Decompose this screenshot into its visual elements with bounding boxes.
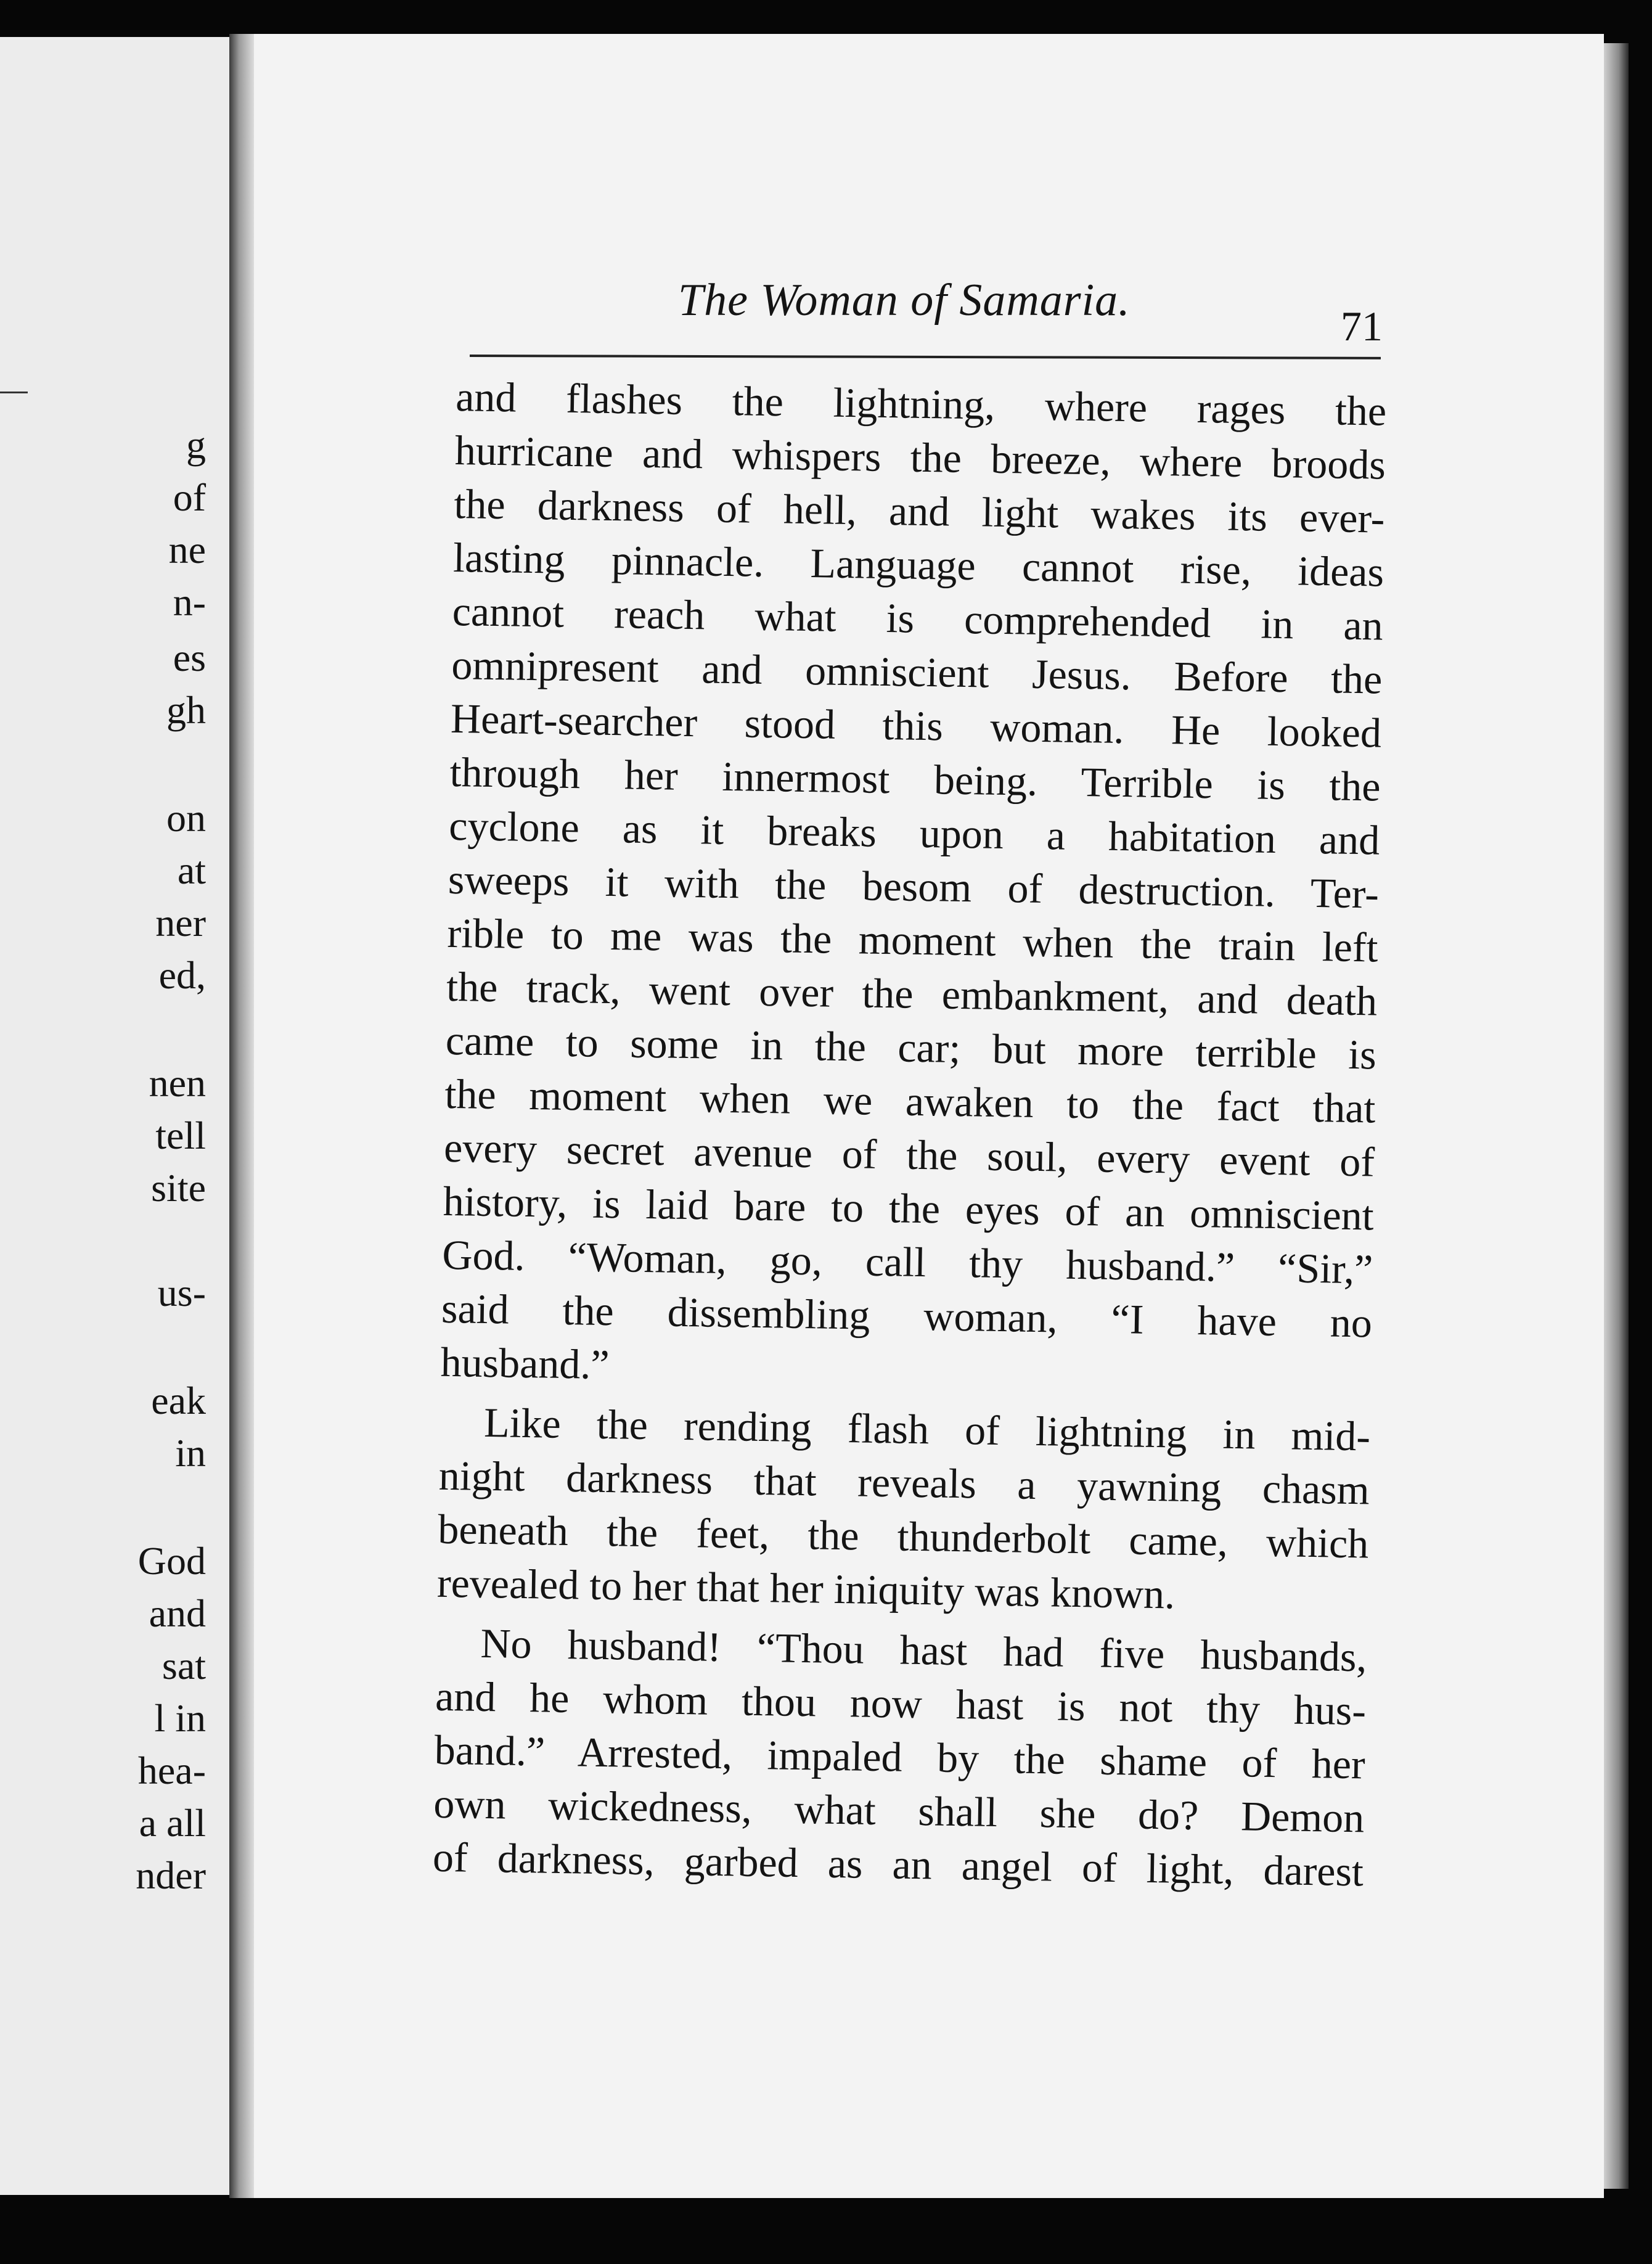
left-fragment: on (166, 796, 206, 840)
left-fragment: n- (173, 580, 206, 624)
body-text (432, 370, 1386, 1898)
left-fragment: es (173, 636, 206, 679)
text-line: the darkness of hell, and light wakes its ever- (453, 480, 1386, 542)
text-line: said the dissembling woman, “I have no (441, 1284, 1373, 1347)
left-fragment: hea- (137, 1749, 206, 1792)
left-fragment: God (137, 1539, 206, 1583)
text-line: hurricane and whispers the breeze, where broods (454, 426, 1386, 488)
running-title: The Woman of Samaria. (678, 275, 1131, 326)
left-fragment: at (177, 848, 206, 892)
left-fragment: ner (155, 901, 206, 945)
text-line: cannot reach what is comprehended in an (452, 587, 1384, 649)
left-page-text-fragments (0, 37, 229, 2195)
left-fragment: us- (157, 1271, 206, 1315)
text-line: own wickedness, what shall she do? Demon (433, 1779, 1365, 1842)
text-line: through her innermost being. Terrible is the (449, 748, 1381, 810)
left-fragment: l in (154, 1696, 206, 1740)
left-fragment: eak (151, 1379, 206, 1422)
text-line: the track, went over the embankment, and death (446, 962, 1378, 1025)
left-fragment: sat (162, 1644, 206, 1688)
page-number: 71 (1341, 303, 1383, 350)
left-fragment: ed, (158, 953, 206, 997)
text-line: of darkness, garbed as an angel of light, darest (432, 1833, 1364, 1895)
left-fragment: nder (136, 1853, 206, 1897)
left-fragment: in (175, 1431, 206, 1475)
left-fragment: gh (166, 688, 206, 732)
text-line: rible to me was the moment when the train left (447, 909, 1379, 971)
text-line: cyclone as it breaks upon a habitation and (448, 802, 1380, 864)
page-edge-shadow (1604, 43, 1629, 2189)
text-line: band.” Arrested, impaled by the shame of her (434, 1726, 1366, 1788)
text-line: lasting pinnacle. Language cannot rise, ideas (452, 533, 1384, 596)
text-line: beneath the feet, the thunderbolt came, which (437, 1505, 1369, 1567)
text-line: No husband! “Thou hast had five husbands, (480, 1619, 1367, 1681)
text-line: omnipresent and omniscient Jesus. Before the (451, 641, 1383, 703)
left-fragment: nen (149, 1061, 206, 1105)
text-line: the moment when we awaken to the fact that (444, 1070, 1376, 1132)
text-line: revealed to her that her iniquity was known. (436, 1559, 1176, 1618)
text-line: sweeps it with the besom of destruction. Ter- (448, 855, 1380, 917)
left-fragment: of (173, 475, 206, 519)
text-line: Like the rending flash of lightning in mid- (483, 1398, 1371, 1460)
left-fragment: site (151, 1166, 206, 1210)
book-gutter (229, 34, 254, 2198)
left-fragment: tell (155, 1114, 206, 1157)
left-page (0, 37, 233, 2195)
text-line: God. “Woman, go, call thy husband.” “Sir,” (441, 1231, 1373, 1293)
text-line: and flashes the lightning, where rages the (455, 372, 1387, 435)
text-line: and he whom thou now hast is not thy hus- (435, 1672, 1367, 1734)
left-fragment: and (149, 1591, 206, 1635)
left-fragment: g (186, 423, 206, 467)
text-line: history, is laid bare to the eyes of an omniscient (443, 1177, 1375, 1239)
left-fragment: ne (168, 528, 206, 572)
text-line: every secret avenue of the soul, every event of (443, 1123, 1375, 1186)
text-line: came to some in the car; but more terrible is (445, 1016, 1377, 1078)
text-line: husband.” (440, 1338, 610, 1388)
left-fragment: a all (139, 1801, 206, 1845)
text-line: night darkness that reveals a yawning chasm (438, 1451, 1370, 1514)
text-line: Heart-searcher stood this woman. He looked (450, 694, 1382, 757)
